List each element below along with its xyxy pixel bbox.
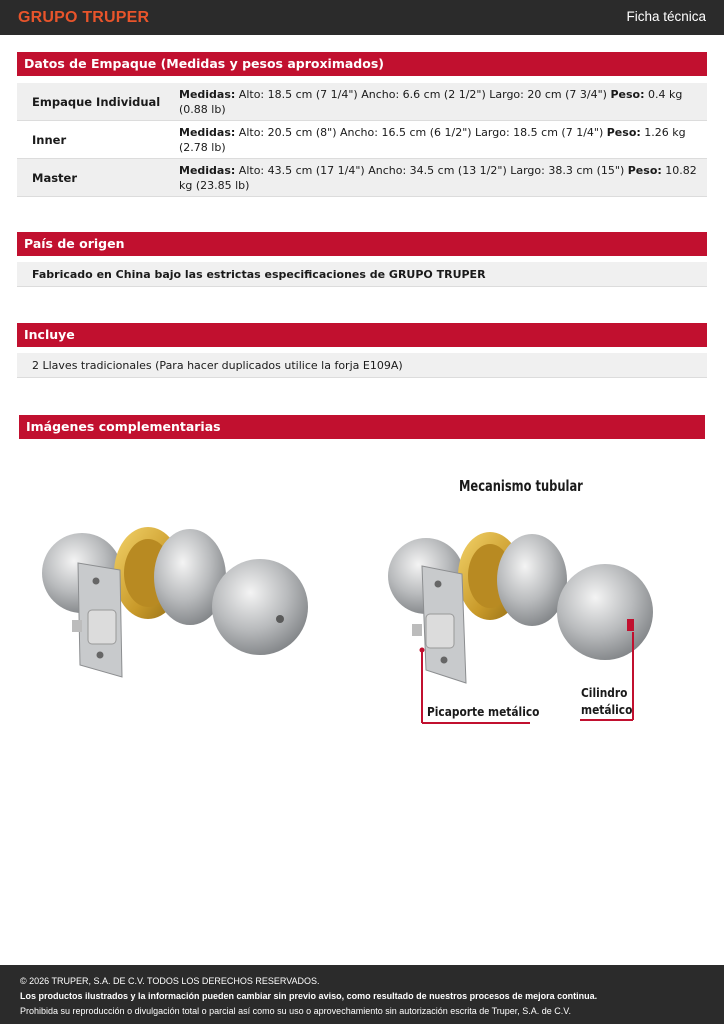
table-row xyxy=(17,159,707,197)
package-type-label: Empaque Individual xyxy=(32,94,161,109)
top-bar xyxy=(0,0,724,35)
footer-copyright: © 2026 TRUPER, S.A. DE C.V. TODOS LOS DERECHOS RESERVADOS. xyxy=(20,976,320,986)
doorknob-lock-image xyxy=(30,515,315,685)
includes-section-title: Incluye xyxy=(17,323,707,347)
latch-callout: Picaporte metálico xyxy=(427,704,540,719)
footer xyxy=(0,965,724,1024)
footer-prohibition: Prohibida su reproducción o divulgación total o parcial así como su uso o aprovechamiento sin autorización escrita de Truper, S.A. de C.V. xyxy=(20,1006,571,1016)
cylinder-callout: Cilindro metálico xyxy=(581,685,633,717)
origin-text: Fabricado en China bajo las estrictas especificaciones de GRUPO TRUPER xyxy=(17,262,707,287)
origin-section-title: País de origen xyxy=(17,232,707,256)
packaging-table xyxy=(17,83,707,197)
table-row xyxy=(17,83,707,121)
package-specs: Medidas: Alto: 18.5 cm (7 1/4") Ancho: 6.6 cm (2 1/2") Largo: 20 cm (7 3/4") Peso: 0.4 kg (0.88 lb) xyxy=(179,87,683,116)
brand-logo: GRUPO TRUPER xyxy=(18,9,150,26)
images-section-title: Imágenes complementarias xyxy=(19,415,705,439)
package-type-label: Inner xyxy=(32,132,67,147)
includes-text: 2 Llaves tradicionales (Para hacer duplicados utilice la forja E109A) xyxy=(17,353,707,378)
doc-type-label: Ficha técnica xyxy=(626,9,706,24)
package-type-label: Master xyxy=(32,170,78,185)
package-specs: Medidas: Alto: 43.5 cm (17 1/4") Ancho: 34.5 cm (13 1/2") Largo: 38.3 cm (15") Peso: 10.82 kg (23.85 lb) xyxy=(179,163,697,192)
packaging-section-title: Datos de Empaque (Medidas y pesos aproximados) xyxy=(17,52,707,76)
package-specs: Medidas: Alto: 20.5 cm (8") Ancho: 16.5 cm (6 1/2") Largo: 18.5 cm (7 1/4") Peso: 1.26 kg (2.78 lb) xyxy=(179,125,686,154)
footer-notice: Los productos ilustrados y la información pueden cambiar sin previo aviso, como resultado de nuestros procesos de mejora continua. xyxy=(20,991,598,1001)
table-row xyxy=(17,121,707,159)
mechanism-title: Mecanismo tubular xyxy=(459,477,583,495)
